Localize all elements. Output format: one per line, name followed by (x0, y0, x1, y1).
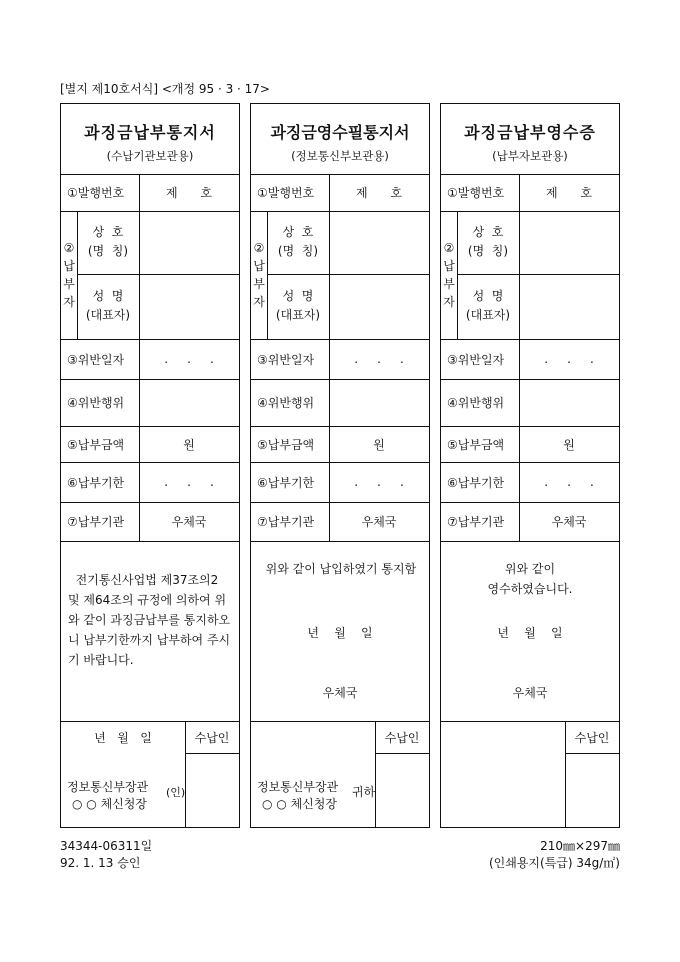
receipt-stamp-label: 수납인 (194, 730, 230, 745)
paper-spec: 210㎜×297㎜ (인쇄용지(특급) 34g/㎡) (488, 839, 620, 870)
issue-number-label: ①발행번호 (67, 186, 125, 200)
payment-office-label: ⑦납부기관 (447, 515, 505, 529)
notice-body-text: 전기통신사업법 제37조의2 및 제64조의 규정에 의하여 위와 같이 과징금납부를 통지하오니 납부기한까지 납부하여 주시기 바랍니다. (68, 573, 231, 667)
violation-date-value: . . . (164, 352, 214, 366)
representative-name-label: 성 명 (대표자) (275, 289, 321, 322)
payment-office-value: 우체국 (171, 515, 207, 529)
violation-date-label: ③위반일자 (257, 352, 315, 367)
company-name-label: 상 호 (명 칭) (467, 225, 509, 258)
payment-office-label: ⑦납부기관 (257, 515, 315, 529)
issue-number-value: 제 호 (545, 186, 593, 200)
notice-body (61, 541, 239, 721)
payment-deadline-value: . . . (164, 475, 214, 489)
payment-amount-label: ⑤납부금액 (447, 437, 505, 452)
payment-deadline-label: ⑥납부기한 (447, 475, 505, 490)
violation-act-label: ④위반행위 (447, 396, 505, 410)
payment-deadline-label: ⑥납부기한 (67, 475, 125, 490)
receipt-text-line2: 영수하였습니다. (487, 582, 573, 596)
payment-deadline-label: ⑥납부기한 (257, 475, 315, 490)
payer-group-label: ② 납 부 자 (253, 241, 265, 309)
payment-office-value: 우체국 (551, 515, 587, 529)
payment-date-line: 년 월 일 (307, 626, 373, 640)
payer-group-label: ② 납 부 자 (63, 241, 75, 309)
approval-info: 34344-06311일 92. 1. 13 승인 (60, 839, 153, 870)
representative-name-label: 성 명 (대표자) (85, 289, 131, 322)
issue-number-value: 제 호 (355, 186, 403, 200)
violation-date-label: ③위반일자 (447, 352, 505, 367)
violation-act-label: ④위반행위 (257, 396, 315, 410)
notice-form-ministry-copy (250, 103, 430, 828)
violation-date-value: . . . (544, 352, 594, 366)
company-name-label: 상 호 (명 칭) (277, 225, 319, 258)
receipt-stamp-label: 수납인 (384, 730, 420, 745)
notice-form-collector-copy (60, 103, 240, 828)
form-subtitle: (납부자보관용) (492, 149, 568, 163)
payment-amount-unit: 원 (183, 437, 195, 452)
form-title: 과징금납부영수증 (464, 123, 596, 142)
receipt-text-line1: 위와 같이 (504, 562, 556, 576)
receipt-date-line: 년 월 일 (497, 626, 563, 640)
honorific-suffix: 귀하 (352, 785, 376, 799)
signer-block: 정보통신부장관 ○ ○ 체신청장 (67, 780, 149, 811)
payment-deadline-value: . . . (354, 475, 404, 489)
payment-office-label: ⑦납부기관 (67, 515, 125, 529)
representative-name-label: 성 명 (대표자) (465, 289, 511, 322)
post-office-label: 우체국 (322, 686, 358, 700)
notice-body-text: 위와 같이 납입하였기 통지함 (258, 562, 417, 576)
notice-body (251, 541, 429, 721)
payment-office-value: 우체국 (361, 515, 397, 529)
form-title: 과징금영수필통지서 (270, 123, 410, 142)
issue-number-label: ①발행번호 (447, 186, 505, 200)
payment-amount-unit: 원 (373, 437, 385, 452)
violation-date-label: ③위반일자 (67, 352, 125, 367)
form-number-header: [별지 제10호서식] <개정 95 · 3 · 17> (60, 82, 270, 96)
form-subtitle: (수납기관보관용) (106, 149, 194, 163)
receipt-body (441, 541, 619, 721)
issue-number-label: ①발행번호 (257, 186, 315, 200)
recipient-block: 정보통신부장관 ○ ○ 체신청장 (257, 780, 339, 811)
violation-date-value: . . . (354, 352, 404, 366)
issue-date-line: 년 월 일 (94, 730, 152, 745)
post-office-label: 우체국 (512, 686, 548, 700)
payment-amount-label: ⑤납부금액 (67, 437, 125, 452)
seal-mark: (인) (166, 786, 186, 799)
payer-group-label: ② 납 부 자 (443, 241, 455, 309)
issue-number-value: 제 호 (165, 186, 213, 200)
violation-act-label: ④위반행위 (67, 396, 125, 410)
receipt-stamp-label: 수납인 (574, 730, 610, 745)
company-name-label: 상 호 (명 칭) (87, 225, 129, 258)
payment-deadline-value: . . . (544, 475, 594, 489)
form-title: 과징금납부통지서 (84, 123, 216, 142)
payment-amount-unit: 원 (563, 437, 575, 452)
receipt-form-payer-copy (440, 103, 620, 828)
form-subtitle: (정보통신부보관용) (291, 149, 389, 163)
payment-amount-label: ⑤납부금액 (257, 437, 315, 452)
